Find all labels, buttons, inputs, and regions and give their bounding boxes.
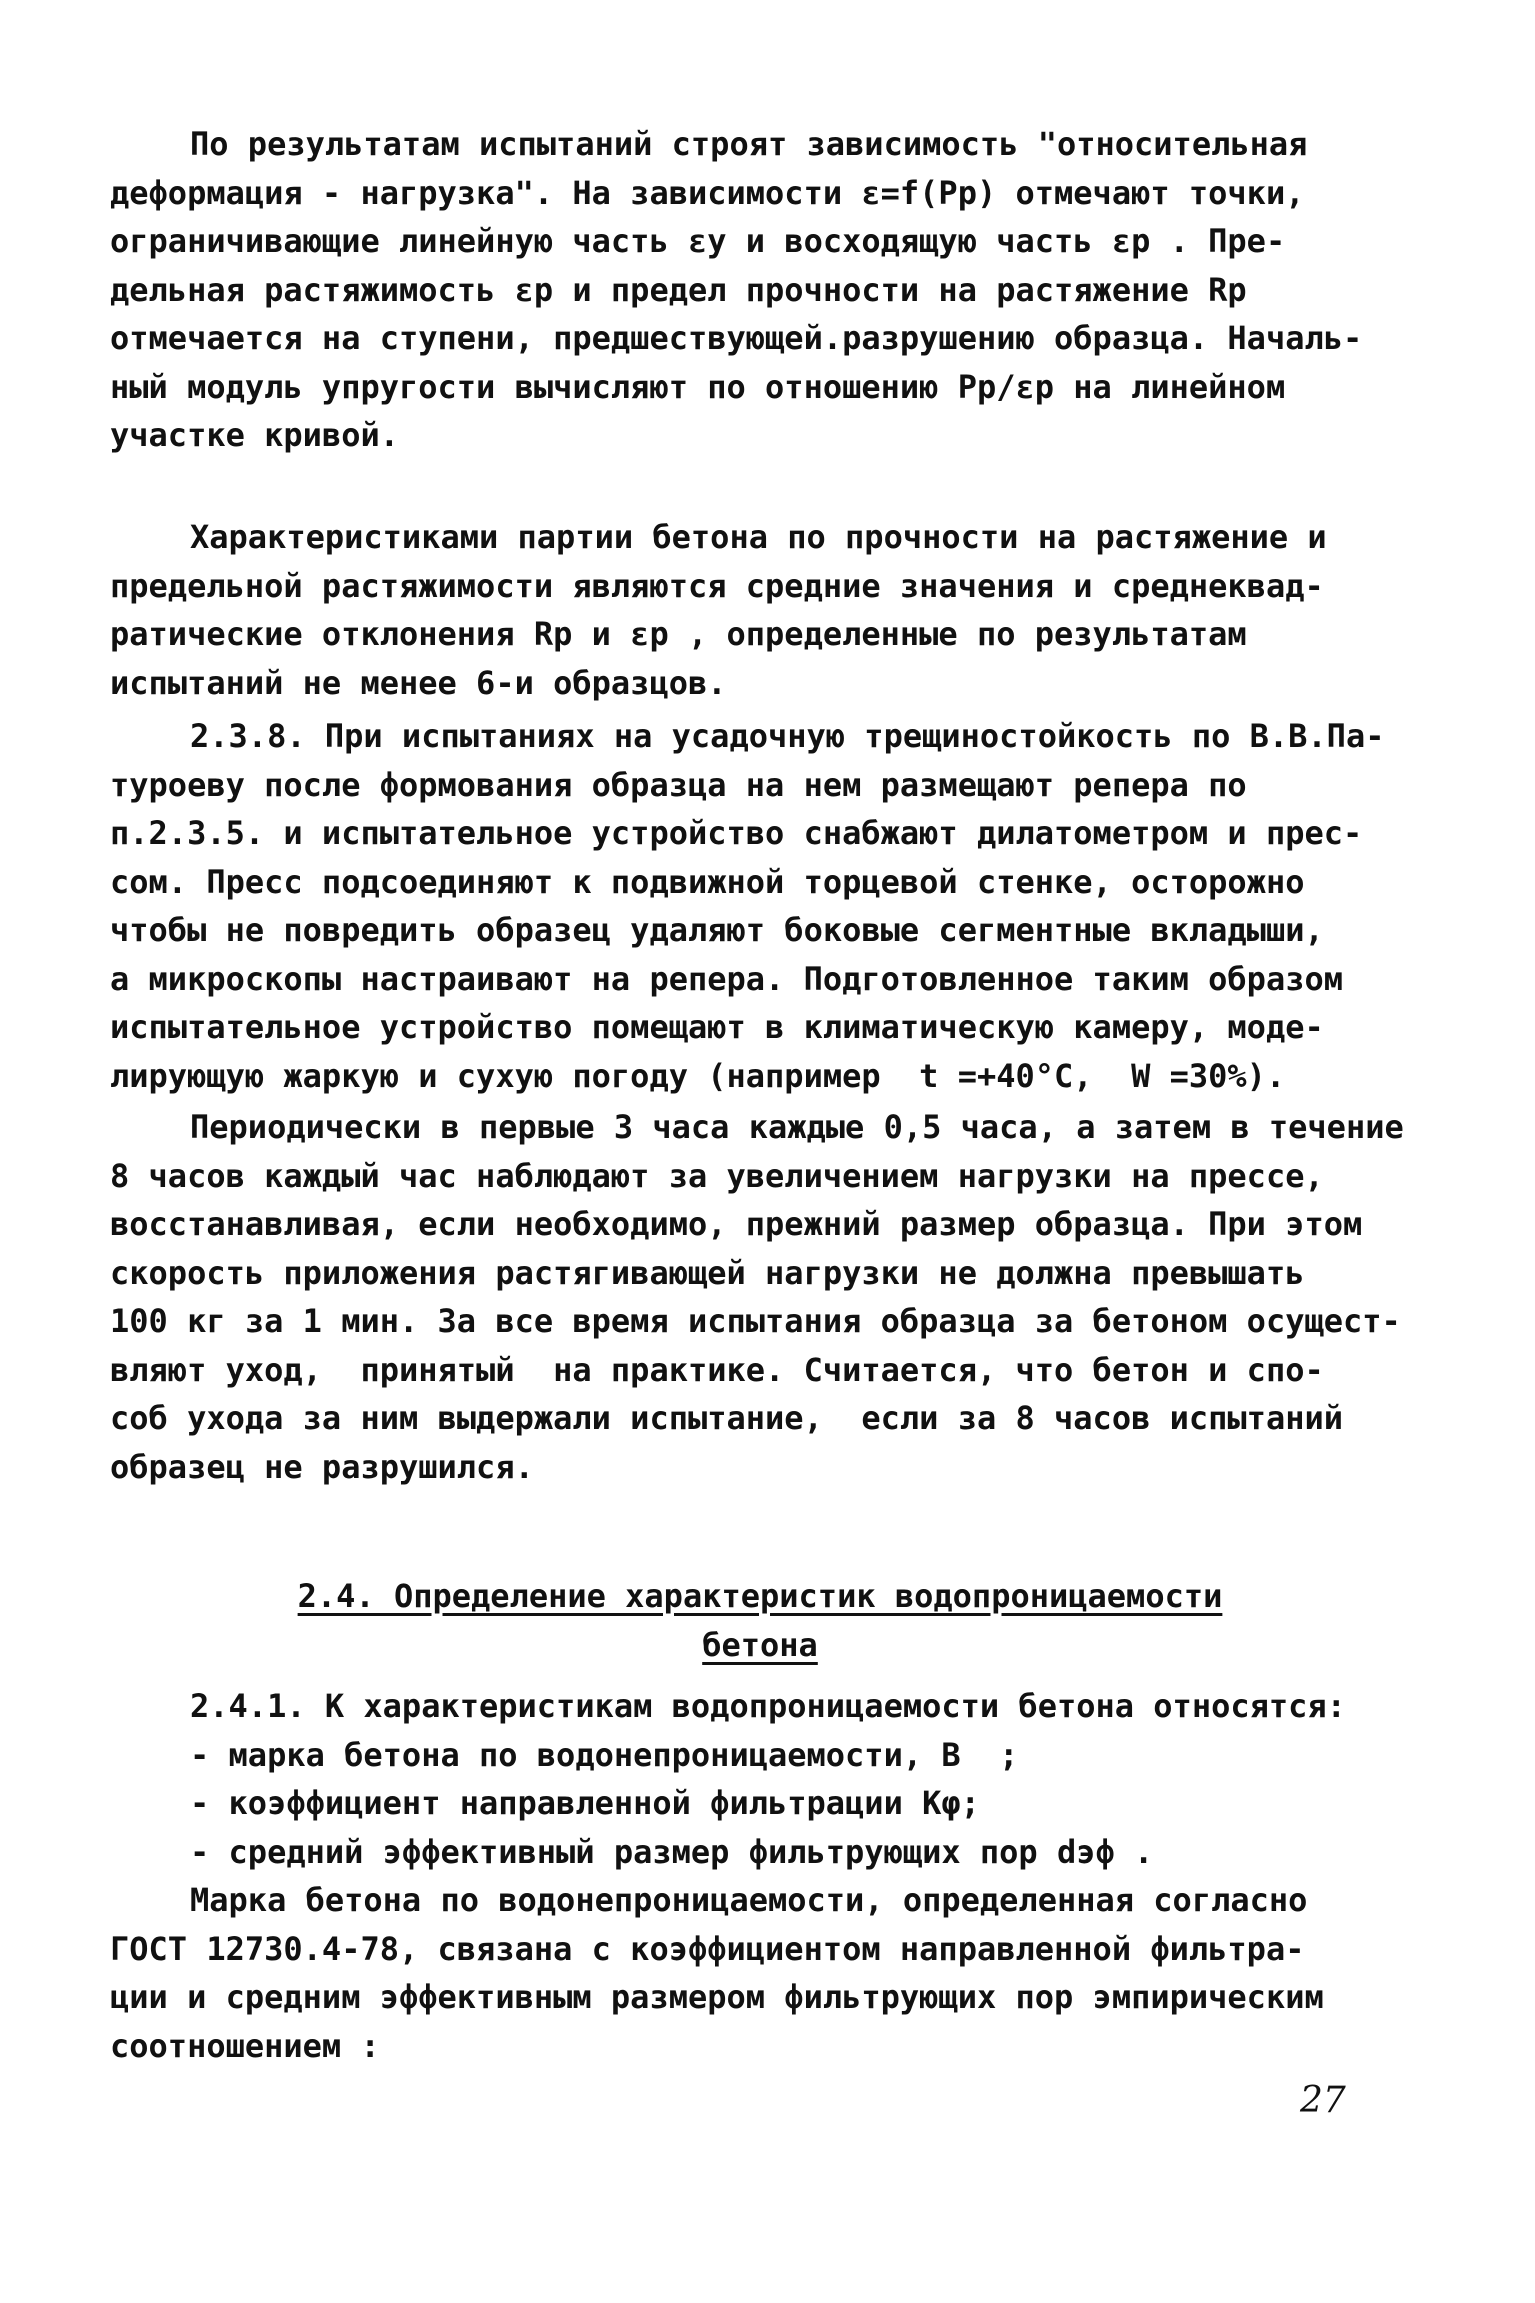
list-item: - коэффициент направленной фильтрации Кφ; xyxy=(190,1784,980,1822)
text-line: предельной растяжимости являются средние значения и среднеквад- xyxy=(110,566,1324,605)
text-line: 2.4.1. К характеристикам водопроницаемости бетона относятся: xyxy=(190,1687,1346,1725)
text-line: ратические отклонения Rр и εр , определенные по результатам xyxy=(110,615,1247,653)
text-line: Марка бетона по водонепроницаемости, определенная согласно xyxy=(190,1881,1308,1919)
text-line: туроеву после формования образца на нем размещают репера по xyxy=(110,765,1247,804)
paragraph-periodic-observation xyxy=(110,1103,1410,1491)
text-line: дельная растяжимость εр и предел прочности на растяжение Rр xyxy=(110,270,1247,309)
list-item: - средний эффективный размер фильтрующих пор dэф . xyxy=(190,1832,1154,1871)
section-2-4-1 xyxy=(110,1682,1410,1876)
section-heading-line: 2.4. Определение характеристик водопроницаемости xyxy=(297,1577,1223,1615)
text-line: испытательное устройство помещают в климатическую камеру, моде- xyxy=(110,1008,1324,1046)
paragraph-test-results xyxy=(110,120,1410,460)
text-line: ГОСТ 12730.4-78, связана с коэффициентом направленной фильтра- xyxy=(110,1929,1305,1968)
section-heading-line: бетона xyxy=(702,1625,818,1664)
text-line: 2.3.8. При испытаниях на усадочную трещиностойкость по В.В.Па- xyxy=(190,717,1385,755)
text-line: участке кривой. xyxy=(110,416,399,454)
text-line: 100 кг за 1 мин. За все время испытания образца за бетоном осущест- xyxy=(110,1302,1401,1340)
text-line: испытаний не менее 6-и образцов. xyxy=(110,663,727,702)
text-line: восстанавливая, если необходимо, прежний размер образца. При этом xyxy=(110,1205,1363,1243)
text-line: По результатам испытаний строят зависимость "относительная xyxy=(190,125,1308,163)
text-line: сом. Пресс подсоединяют к подвижной торцевой стенке, осторожно xyxy=(110,862,1305,901)
text-line: образец не разрушился. xyxy=(110,1447,534,1486)
paragraph-water-resistance-grade xyxy=(110,1876,1410,2070)
list-item: - марка бетона по водонепроницаемости, В ; xyxy=(190,1735,1019,1774)
text-line: ции и средним эффективным размером фильтрующих пор эмпирическим xyxy=(110,1978,1324,2016)
text-line: Периодически в первые 3 часа каждые 0,5 часа, а затем в течение xyxy=(190,1108,1404,1146)
text-line: Характеристиками партии бетона по прочности на растяжение и xyxy=(190,518,1327,556)
text-line: п.2.3.5. и испытательное устройство снабжают дилатометром и прес- xyxy=(110,814,1363,852)
text-line: соб ухода за ним выдержали испытание, если за 8 часов испытаний xyxy=(110,1399,1343,1437)
text-line: деформация - нагрузка". На зависимости ε=f(Pp) отмечают точки, xyxy=(110,173,1305,212)
text-line: вляют уход, принятый на практике. Считается, что бетон и спо- xyxy=(110,1350,1324,1389)
text-line: а микроскопы настраивают на репера. Подготовленное таким образом xyxy=(110,959,1343,998)
page-number: 27 xyxy=(1300,2080,1346,2121)
text-line: чтобы не повредить образец удаляют боковые сегментные вкладыши, xyxy=(110,911,1324,949)
text-line: соотношением : xyxy=(110,2026,380,2065)
section-heading xyxy=(110,1570,1410,1667)
text-line: отмечается на ступени, предшествующей.разрушению образца. Началь- xyxy=(110,319,1363,357)
text-line: ограничивающие линейную часть εу и восходящую часть εр . Пре- xyxy=(110,222,1286,260)
text-line: скорость приложения растягивающей нагрузки не должна превышать xyxy=(110,1253,1305,1292)
paragraph-2-3-8 xyxy=(110,712,1410,1100)
text-line: 8 часов каждый час наблюдают за увеличением нагрузки на прессе, xyxy=(110,1156,1324,1195)
text-line: лирующую жаркую и сухую погоду (например t =+40°С, W =30%). xyxy=(110,1056,1286,1095)
text-line: ный модуль упругости вычисляют по отношению Рр/εр на линейном xyxy=(110,367,1286,406)
paragraph-batch-characteristics xyxy=(110,513,1410,707)
